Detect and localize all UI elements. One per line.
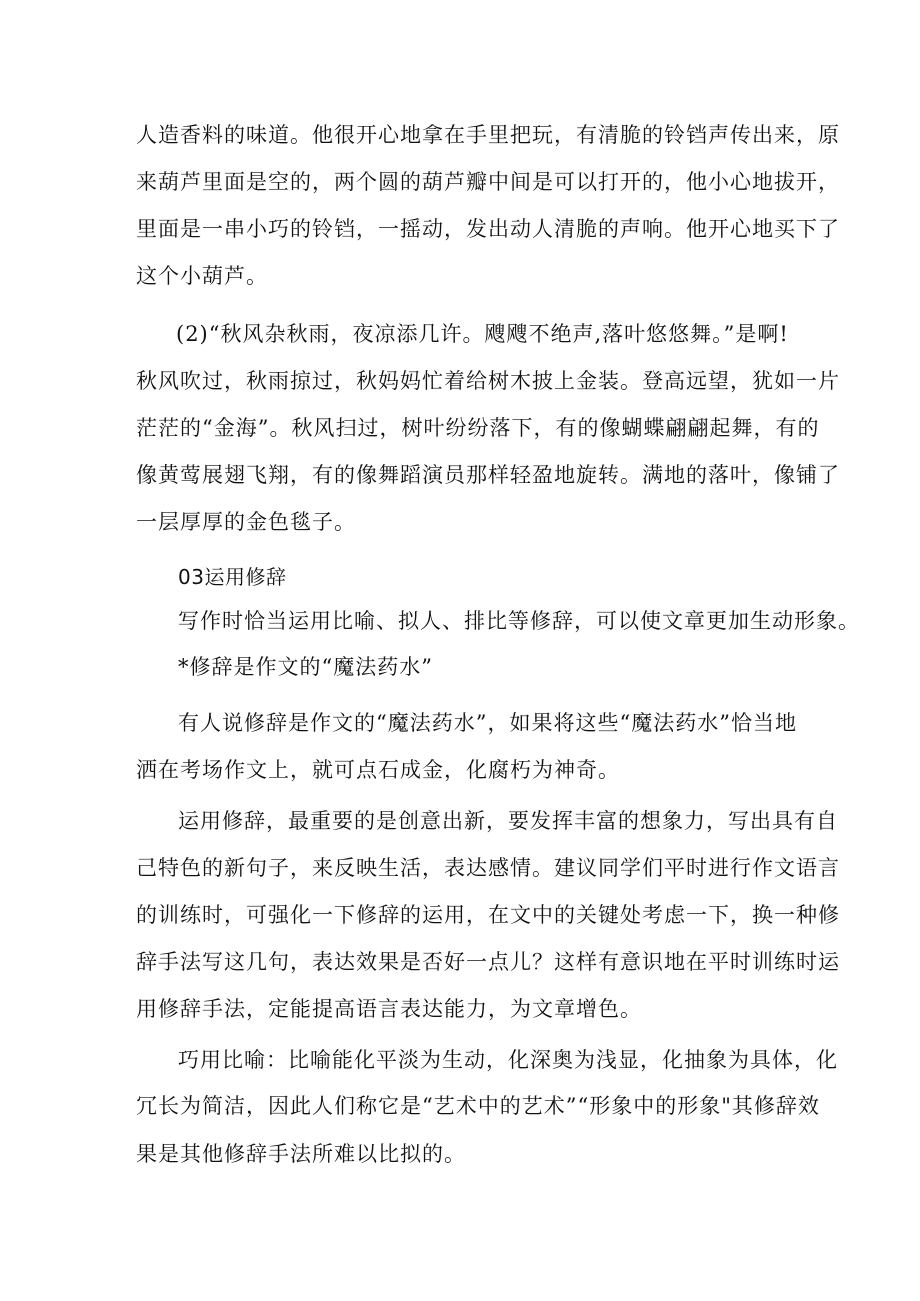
- paragraph-2-line-4: 像黄莺展翅飞翔，有的像舞蹈演员那样轻盈地旋转。满地的落叶，像铺了: [136, 463, 840, 487]
- paragraph-5-line-1: 运用修辞，最重要的是创意出新，要发挥丰富的想象力，写出具有自: [178, 809, 838, 833]
- paragraph-1-line-1: 人造香料的味道。他很开心地拿在手里把玩，有清脆的铃铛声传出来，原: [136, 123, 840, 147]
- paragraph-5-line-5: 用修辞手法，定能提高语言表达能力，为文章增色。: [136, 997, 642, 1021]
- paragraph-5-line-3: 的训练时，可强化一下修辞的运用，在文中的关键处考虑一下，换一种修: [136, 903, 840, 927]
- paragraph-3-line-1: 写作时恰当运用比喻、拟人、排比等修辞，可以使文章更加生动形象。: [178, 609, 860, 633]
- paragraph-1-line-4: 这个小葫芦。: [136, 264, 268, 288]
- paragraph-5-line-2: 己特色的新句子，来反映生活，表达感情。建议同学们平时进行作文语言: [136, 856, 840, 880]
- paragraph-1-line-3: 里面是一串小巧的铃铛，一摇动，发出动人清脆的声响。他开心地买下了: [136, 217, 840, 241]
- paragraph-2-line-5: 一层厚厚的金色毯子。: [136, 510, 356, 534]
- subheading: *修辞是作文的“魔法药水”: [178, 655, 433, 679]
- paragraph-2-line-1: (2)“秋风杂秋雨，夜凉添几许。飕飕不绝声,落叶悠悠舞。”是啊!: [176, 322, 789, 346]
- paragraph-6-line-3: 果是其他修辞手法所难以比拟的。: [136, 1142, 466, 1166]
- paragraph-4-line-2: 洒在考场作文上，就可点石成金，化腐朽为神奇。: [136, 758, 620, 782]
- paragraph-2-line-3: 茫茫的“金海”。秋风扫过，树叶纷纷落下，有的像蝴蝶翩翩起舞，有的: [136, 416, 820, 440]
- paragraph-6-line-2: 冗长为简洁，因此人们称它是“艺术中的艺术”“形象中的形象"其修辞效: [136, 1094, 820, 1118]
- paragraph-6-line-1: 巧用比喻：比喻能化平淡为生动，化深奥为浅显，化抽象为具体，化: [178, 1048, 838, 1072]
- section-heading: 03运用修辞: [178, 565, 287, 589]
- paragraph-1-line-2: 来葫芦里面是空的，两个圆的葫芦瓣中间是可以打开的，他小心地拔开，: [136, 170, 840, 194]
- paragraph-2-line-2: 秋风吹过，秋雨掠过，秋妈妈忙着给树木披上金装。登高远望，犹如一片: [136, 369, 840, 393]
- paragraph-4-line-1: 有人说修辞是作文的“魔法药水”，如果将这些“魔法药水”恰当地: [178, 711, 797, 735]
- paragraph-5-line-4: 辞手法写这几句，表达效果是否好一点儿？这样有意识地在平时训练时运: [136, 950, 840, 974]
